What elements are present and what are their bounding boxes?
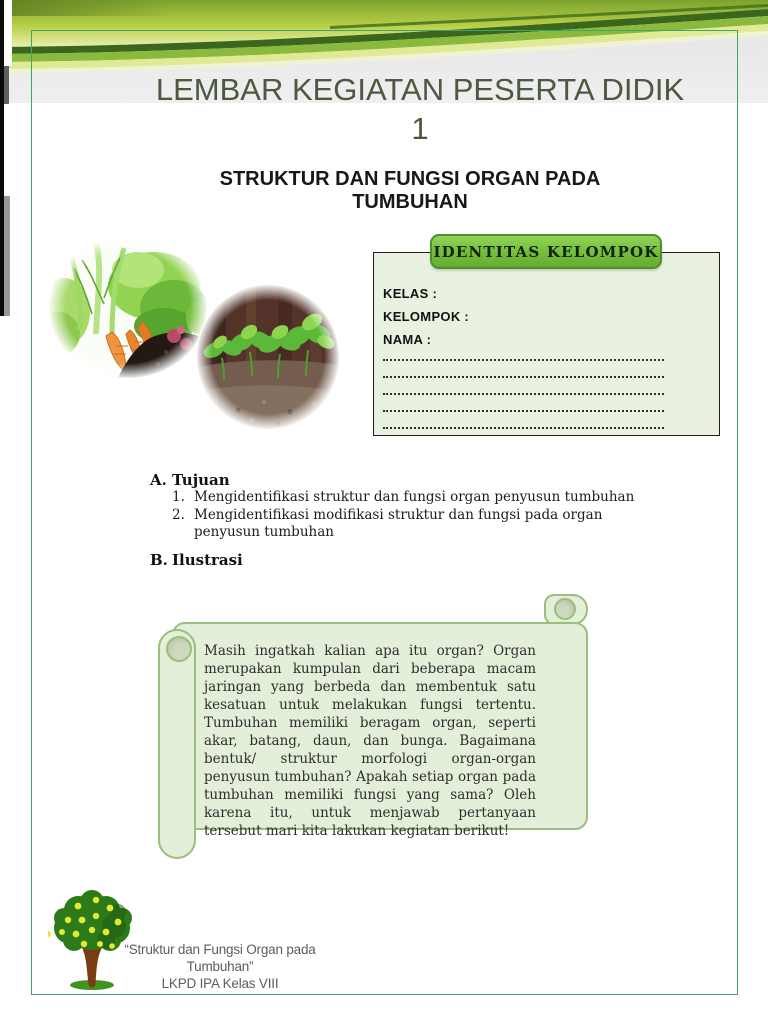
- footer-line1: “Struktur dan Fungsi Organ pada: [124, 942, 316, 957]
- tujuan-item: [172, 507, 672, 541]
- section-letter: B.: [150, 551, 168, 569]
- scroll-left-roll: [158, 629, 196, 859]
- ilustrasi-paragraph: Masih ingatkah kalian apa itu organ? Organ merupakan kumpulan dari beberapa macam jaringan yang berbeda dan membentuk satu kesatuan untuk melakukan fungsi tertentu. Tumbuhan memiliki beragam organ, seperti akar, batang, daun, dan bunga. Bagaimana bentuk/ struktur morfologi organ-organ penyusun tumbuhan? Apakah setiap organ pada tumbuhan memiliki fungsi yang sama? Oleh karena itu, untuk menjawab pertanyaan tersebut mari kita lakukan kegiatan berikut!: [204, 643, 536, 839]
- name-dotted-line: [383, 395, 664, 412]
- scan-artifact-white: [4, 0, 12, 66]
- section-tujuan-heading: [150, 471, 230, 489]
- footer-line3: LKPD IPA Kelas VIII: [161, 976, 279, 991]
- section-title: Tujuan: [172, 471, 230, 489]
- name-dotted-line: [383, 378, 664, 395]
- scroll-callout: [158, 592, 594, 864]
- item-text: Mengidentifikasi struktur dan fungsi organ penyusun tumbuhan: [194, 489, 635, 505]
- tujuan-item: [172, 489, 672, 506]
- name-dotted-line: [383, 412, 664, 429]
- identity-header: IDENTITAS KELOMPOK: [430, 234, 662, 269]
- page-subtitle-line2: TUMBUHAN: [352, 191, 468, 213]
- scroll-top-curl-circle: [554, 598, 576, 620]
- name-write-in-lines: [383, 344, 664, 429]
- item-number: 2.: [172, 507, 185, 523]
- photo-carrots: [46, 234, 210, 382]
- field-kelas: KELAS :: [383, 286, 438, 301]
- footer-line2: Tumbuhan”: [186, 959, 254, 974]
- page-title: LEMBAR KEGIATAN PESERTA DIDIK: [155, 72, 685, 107]
- photo-seedlings: [194, 284, 342, 432]
- item-number: 1.: [172, 489, 185, 505]
- scroll-left-roll-curl: [166, 636, 192, 662]
- field-nama: NAMA :: [383, 332, 432, 347]
- scan-artifact-midgray: [4, 196, 10, 316]
- name-dotted-line: [383, 361, 664, 378]
- page-title-number: 1: [411, 111, 429, 146]
- scan-artifact-darkgray: [4, 66, 9, 104]
- field-kelompok: KELOMPOK :: [383, 309, 470, 324]
- section-letter: A.: [150, 471, 167, 489]
- tujuan-list: [172, 489, 672, 542]
- page-subtitle: [90, 168, 730, 214]
- item-text: Mengidentifikasi modifikasi struktur dan fungsi pada organ penyusun tumbuhan: [194, 507, 603, 540]
- section-ilustrasi-heading: [150, 551, 243, 569]
- header-wave-banner: [0, 0, 768, 80]
- footer-caption: [100, 941, 340, 992]
- page-subtitle-line1: STRUKTUR DAN FUNGSI ORGAN PADA: [219, 168, 601, 190]
- identity-fields: [383, 282, 469, 351]
- section-title: Ilustrasi: [172, 551, 243, 569]
- name-dotted-line: [383, 344, 664, 361]
